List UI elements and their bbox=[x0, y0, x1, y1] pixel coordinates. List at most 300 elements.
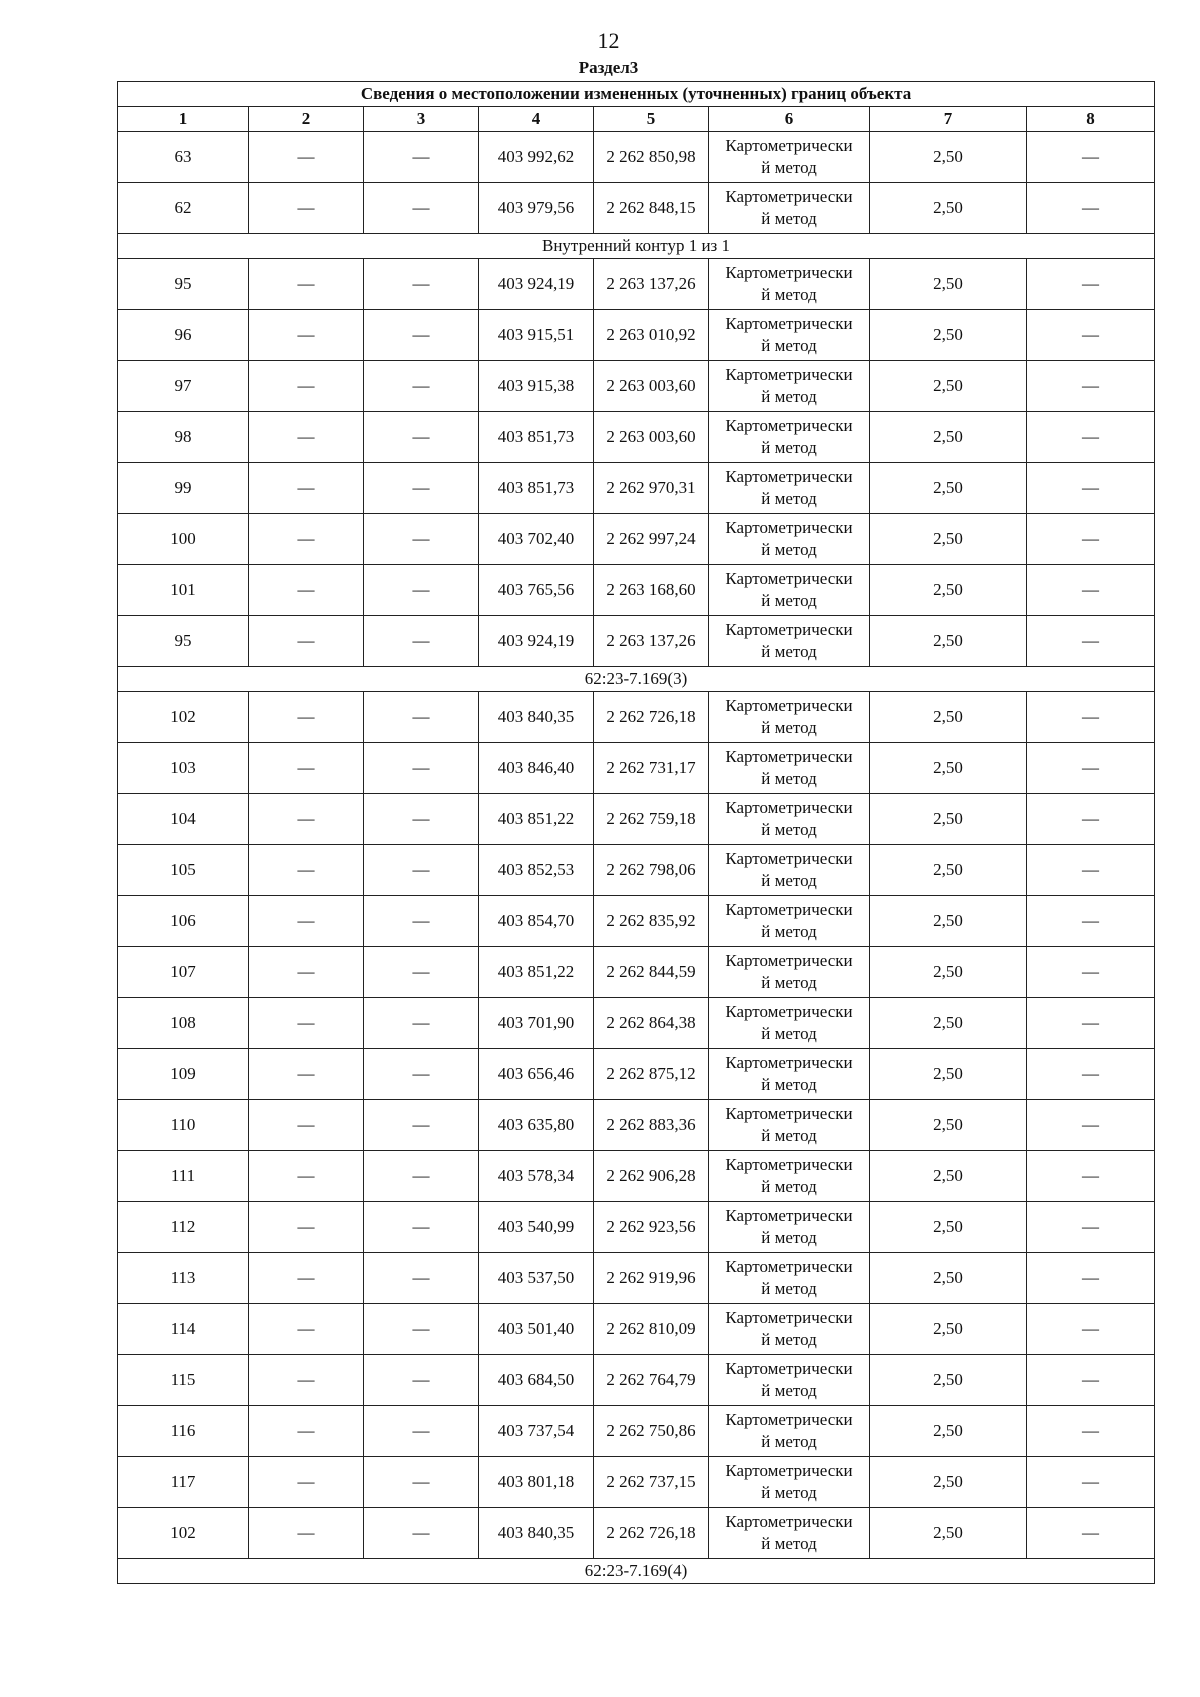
coordinate-y-cell: 2 262 835,92 bbox=[594, 896, 709, 947]
table-row bbox=[118, 463, 1155, 514]
column-3-cell: — bbox=[364, 259, 479, 310]
point-number-cell: 111 bbox=[118, 1151, 249, 1202]
method-text-line-1: Картометрически bbox=[725, 263, 853, 282]
coordinate-y-cell: 2 262 848,15 bbox=[594, 183, 709, 234]
coordinate-x-cell: 403 801,18 bbox=[479, 1457, 594, 1508]
method-text-line-2: й метод bbox=[761, 922, 817, 941]
point-number-cell: 117 bbox=[118, 1457, 249, 1508]
column-header: 8 bbox=[1027, 107, 1155, 132]
method-text-line-1: Картометрически bbox=[725, 187, 853, 206]
coordinate-x-cell: 403 915,51 bbox=[479, 310, 594, 361]
coordinate-x-cell: 403 992,62 bbox=[479, 132, 594, 183]
coordinate-x-cell: 403 851,22 bbox=[479, 794, 594, 845]
method-cell bbox=[709, 183, 870, 234]
coordinate-y-cell: 2 262 737,15 bbox=[594, 1457, 709, 1508]
method-text-line-1: Картометрически bbox=[725, 900, 853, 919]
point-number-cell: 113 bbox=[118, 1253, 249, 1304]
method-text-line-1: Картометрически bbox=[725, 1053, 853, 1072]
accuracy-cell: 2,50 bbox=[870, 1355, 1027, 1406]
coordinate-x-cell: 403 924,19 bbox=[479, 259, 594, 310]
method-text-line-2: й метод bbox=[761, 438, 817, 457]
method-text-line-1: Картометрически bbox=[725, 569, 853, 588]
method-text-line-2: й метод bbox=[761, 336, 817, 355]
method-cell bbox=[709, 259, 870, 310]
method-text-line-1: Картометрически bbox=[725, 849, 853, 868]
point-number-cell: 115 bbox=[118, 1355, 249, 1406]
coordinate-x-cell: 403 701,90 bbox=[479, 998, 594, 1049]
method-text-line-1: Картометрически bbox=[725, 1206, 853, 1225]
point-number-cell: 62 bbox=[118, 183, 249, 234]
coordinate-y-cell: 2 263 010,92 bbox=[594, 310, 709, 361]
column-8-cell: — bbox=[1027, 259, 1155, 310]
column-8-cell: — bbox=[1027, 361, 1155, 412]
column-2-cell: — bbox=[249, 514, 364, 565]
accuracy-cell: 2,50 bbox=[870, 565, 1027, 616]
coordinate-x-cell: 403 852,53 bbox=[479, 845, 594, 896]
coordinate-y-cell: 2 262 850,98 bbox=[594, 132, 709, 183]
contour-label: 62:23-7.169(4) bbox=[118, 1559, 1155, 1584]
method-text-line-1: Картометрически bbox=[725, 1002, 853, 1021]
coordinate-x-cell: 403 540,99 bbox=[479, 1202, 594, 1253]
coordinate-y-cell: 2 262 750,86 bbox=[594, 1406, 709, 1457]
accuracy-cell: 2,50 bbox=[870, 463, 1027, 514]
column-3-cell: — bbox=[364, 1049, 479, 1100]
column-2-cell: — bbox=[249, 1406, 364, 1457]
method-text-line-2: й метод bbox=[761, 1228, 817, 1247]
column-3-cell: — bbox=[364, 1508, 479, 1559]
coordinate-y-cell: 2 262 726,18 bbox=[594, 1508, 709, 1559]
accuracy-cell: 2,50 bbox=[870, 896, 1027, 947]
column-3-cell: — bbox=[364, 514, 479, 565]
column-8-cell: — bbox=[1027, 616, 1155, 667]
column-2-cell: — bbox=[249, 692, 364, 743]
column-3-cell: — bbox=[364, 132, 479, 183]
column-3-cell: — bbox=[364, 998, 479, 1049]
method-text-line-1: Картометрически bbox=[725, 798, 853, 817]
method-text-line-1: Картометрически bbox=[725, 1512, 853, 1531]
point-number-cell: 102 bbox=[118, 1508, 249, 1559]
point-number-cell: 103 bbox=[118, 743, 249, 794]
column-8-cell: — bbox=[1027, 1049, 1155, 1100]
point-number-cell: 104 bbox=[118, 794, 249, 845]
table-row bbox=[118, 514, 1155, 565]
coordinate-x-cell: 403 578,34 bbox=[479, 1151, 594, 1202]
column-header: 1 bbox=[118, 107, 249, 132]
column-2-cell: — bbox=[249, 1508, 364, 1559]
coordinate-y-cell: 2 262 919,96 bbox=[594, 1253, 709, 1304]
column-3-cell: — bbox=[364, 1355, 479, 1406]
coordinate-y-cell: 2 262 726,18 bbox=[594, 692, 709, 743]
column-8-cell: — bbox=[1027, 310, 1155, 361]
method-cell bbox=[709, 1151, 870, 1202]
page-number: 12 bbox=[597, 28, 620, 53]
coordinate-x-cell: 403 840,35 bbox=[479, 1508, 594, 1559]
method-cell bbox=[709, 896, 870, 947]
column-header: 7 bbox=[870, 107, 1027, 132]
table-row bbox=[118, 1508, 1155, 1559]
accuracy-cell: 2,50 bbox=[870, 743, 1027, 794]
coordinate-x-cell: 403 702,40 bbox=[479, 514, 594, 565]
table-row bbox=[118, 845, 1155, 896]
table-row bbox=[118, 743, 1155, 794]
coordinate-x-cell: 403 915,38 bbox=[479, 361, 594, 412]
table-row bbox=[118, 259, 1155, 310]
accuracy-cell: 2,50 bbox=[870, 310, 1027, 361]
method-text-line-1: Картометрически bbox=[725, 365, 853, 384]
coordinate-y-cell: 2 263 003,60 bbox=[594, 361, 709, 412]
accuracy-cell: 2,50 bbox=[870, 794, 1027, 845]
column-3-cell: — bbox=[364, 1253, 479, 1304]
coordinate-x-cell: 403 840,35 bbox=[479, 692, 594, 743]
coordinate-y-cell: 2 263 003,60 bbox=[594, 412, 709, 463]
column-3-cell: — bbox=[364, 1304, 479, 1355]
method-text-line-2: й метод bbox=[761, 1432, 817, 1451]
column-8-cell: — bbox=[1027, 565, 1155, 616]
coordinate-x-cell: 403 635,80 bbox=[479, 1100, 594, 1151]
method-text-line-1: Картометрически bbox=[725, 1359, 853, 1378]
contour-section-row bbox=[118, 1559, 1155, 1584]
table-row bbox=[118, 998, 1155, 1049]
column-8-cell: — bbox=[1027, 896, 1155, 947]
column-3-cell: — bbox=[364, 183, 479, 234]
coordinate-y-cell: 2 262 764,79 bbox=[594, 1355, 709, 1406]
method-text-line-2: й метод bbox=[761, 1483, 817, 1502]
method-text-line-1: Картометрически bbox=[725, 518, 853, 537]
column-2-cell: — bbox=[249, 1457, 364, 1508]
contour-label: 62:23-7.169(3) bbox=[118, 667, 1155, 692]
column-2-cell: — bbox=[249, 998, 364, 1049]
method-text-line-2: й метод bbox=[761, 1075, 817, 1094]
method-cell bbox=[709, 310, 870, 361]
method-text-line-1: Картометрически bbox=[725, 136, 853, 155]
method-text-line-2: й метод bbox=[761, 871, 817, 890]
column-8-cell: — bbox=[1027, 692, 1155, 743]
table-row bbox=[118, 1253, 1155, 1304]
column-2-cell: — bbox=[249, 845, 364, 896]
method-text-line-1: Картометрически bbox=[725, 1257, 853, 1276]
coordinate-x-cell: 403 979,56 bbox=[479, 183, 594, 234]
coordinate-y-cell: 2 262 997,24 bbox=[594, 514, 709, 565]
coordinate-x-cell: 403 537,50 bbox=[479, 1253, 594, 1304]
coordinate-y-cell: 2 262 970,31 bbox=[594, 463, 709, 514]
method-cell bbox=[709, 616, 870, 667]
coordinate-x-cell: 403 737,54 bbox=[479, 1406, 594, 1457]
column-2-cell: — bbox=[249, 310, 364, 361]
point-number-cell: 114 bbox=[118, 1304, 249, 1355]
accuracy-cell: 2,50 bbox=[870, 1202, 1027, 1253]
coordinate-x-cell: 403 656,46 bbox=[479, 1049, 594, 1100]
accuracy-cell: 2,50 bbox=[870, 1508, 1027, 1559]
accuracy-cell: 2,50 bbox=[870, 1406, 1027, 1457]
method-text-line-1: Картометрически bbox=[725, 1461, 853, 1480]
accuracy-cell: 2,50 bbox=[870, 361, 1027, 412]
method-cell bbox=[709, 132, 870, 183]
method-text-line-1: Картометрически bbox=[725, 951, 853, 970]
point-number-cell: 95 bbox=[118, 259, 249, 310]
coordinate-y-cell: 2 263 137,26 bbox=[594, 259, 709, 310]
table-row bbox=[118, 1304, 1155, 1355]
coordinate-x-cell: 403 765,56 bbox=[479, 565, 594, 616]
point-number-cell: 105 bbox=[118, 845, 249, 896]
coordinate-x-cell: 403 851,22 bbox=[479, 947, 594, 998]
method-text-line-2: й метод bbox=[761, 1126, 817, 1145]
method-text-line-2: й метод bbox=[761, 1534, 817, 1553]
column-3-cell: — bbox=[364, 616, 479, 667]
point-number-cell: 112 bbox=[118, 1202, 249, 1253]
method-text-line-2: й метод bbox=[761, 540, 817, 559]
column-2-cell: — bbox=[249, 412, 364, 463]
method-text-line-1: Картометрически bbox=[725, 1104, 853, 1123]
coordinate-x-cell: 403 501,40 bbox=[479, 1304, 594, 1355]
column-3-cell: — bbox=[364, 412, 479, 463]
column-8-cell: — bbox=[1027, 1508, 1155, 1559]
method-cell bbox=[709, 845, 870, 896]
coordinate-y-cell: 2 263 137,26 bbox=[594, 616, 709, 667]
column-2-cell: — bbox=[249, 794, 364, 845]
method-cell bbox=[709, 1253, 870, 1304]
point-number-cell: 95 bbox=[118, 616, 249, 667]
column-8-cell: — bbox=[1027, 998, 1155, 1049]
column-header: 5 bbox=[594, 107, 709, 132]
section-title: Раздел3 bbox=[578, 58, 639, 77]
accuracy-cell: 2,50 bbox=[870, 259, 1027, 310]
method-cell bbox=[709, 361, 870, 412]
column-8-cell: — bbox=[1027, 412, 1155, 463]
method-cell bbox=[709, 1100, 870, 1151]
coordinate-y-cell: 2 262 923,56 bbox=[594, 1202, 709, 1253]
coordinate-x-cell: 403 684,50 bbox=[479, 1355, 594, 1406]
column-3-cell: — bbox=[364, 463, 479, 514]
column-8-cell: — bbox=[1027, 1304, 1155, 1355]
accuracy-cell: 2,50 bbox=[870, 514, 1027, 565]
method-text-line-2: й метод bbox=[761, 642, 817, 661]
contour-section-row bbox=[118, 234, 1155, 259]
point-number-cell: 108 bbox=[118, 998, 249, 1049]
method-text-line-2: й метод bbox=[761, 1330, 817, 1349]
column-header: 4 bbox=[479, 107, 594, 132]
table-row bbox=[118, 1406, 1155, 1457]
coordinate-y-cell: 2 262 759,18 bbox=[594, 794, 709, 845]
coordinate-y-cell: 2 262 883,36 bbox=[594, 1100, 709, 1151]
point-number-cell: 63 bbox=[118, 132, 249, 183]
coordinate-y-cell: 2 263 168,60 bbox=[594, 565, 709, 616]
table-row bbox=[118, 947, 1155, 998]
table-row bbox=[118, 132, 1155, 183]
accuracy-cell: 2,50 bbox=[870, 1457, 1027, 1508]
column-8-cell: — bbox=[1027, 1355, 1155, 1406]
method-text-line-2: й метод bbox=[761, 1177, 817, 1196]
method-text-line-1: Картометрически bbox=[725, 1308, 853, 1327]
column-8-cell: — bbox=[1027, 183, 1155, 234]
boundary-coordinates-table bbox=[117, 81, 1155, 1584]
accuracy-cell: 2,50 bbox=[870, 132, 1027, 183]
table-row bbox=[118, 565, 1155, 616]
table-row bbox=[118, 310, 1155, 361]
coordinate-y-cell: 2 262 844,59 bbox=[594, 947, 709, 998]
method-cell bbox=[709, 998, 870, 1049]
column-3-cell: — bbox=[364, 743, 479, 794]
column-8-cell: — bbox=[1027, 463, 1155, 514]
method-text-line-2: й метод bbox=[761, 387, 817, 406]
table-row bbox=[118, 794, 1155, 845]
column-2-cell: — bbox=[249, 1355, 364, 1406]
method-text-line-1: Картометрически bbox=[725, 696, 853, 715]
coordinate-y-cell: 2 262 798,06 bbox=[594, 845, 709, 896]
column-header: 3 bbox=[364, 107, 479, 132]
method-cell bbox=[709, 463, 870, 514]
column-2-cell: — bbox=[249, 1049, 364, 1100]
table-row bbox=[118, 1151, 1155, 1202]
coordinate-y-cell: 2 262 810,09 bbox=[594, 1304, 709, 1355]
column-3-cell: — bbox=[364, 794, 479, 845]
column-3-cell: — bbox=[364, 947, 479, 998]
method-cell bbox=[709, 514, 870, 565]
coordinate-x-cell: 403 924,19 bbox=[479, 616, 594, 667]
column-2-cell: — bbox=[249, 616, 364, 667]
column-3-cell: — bbox=[364, 896, 479, 947]
point-number-cell: 101 bbox=[118, 565, 249, 616]
method-text-line-1: Картометрически bbox=[725, 1410, 853, 1429]
method-text-line-2: й метод bbox=[761, 158, 817, 177]
column-2-cell: — bbox=[249, 1304, 364, 1355]
column-8-cell: — bbox=[1027, 514, 1155, 565]
point-number-cell: 106 bbox=[118, 896, 249, 947]
point-number-cell: 96 bbox=[118, 310, 249, 361]
method-cell bbox=[709, 1304, 870, 1355]
table-row bbox=[118, 616, 1155, 667]
accuracy-cell: 2,50 bbox=[870, 1151, 1027, 1202]
table-row bbox=[118, 361, 1155, 412]
column-2-cell: — bbox=[249, 259, 364, 310]
method-cell bbox=[709, 1202, 870, 1253]
column-8-cell: — bbox=[1027, 743, 1155, 794]
method-text-line-2: й метод bbox=[761, 285, 817, 304]
column-3-cell: — bbox=[364, 310, 479, 361]
accuracy-cell: 2,50 bbox=[870, 845, 1027, 896]
method-cell bbox=[709, 1457, 870, 1508]
accuracy-cell: 2,50 bbox=[870, 183, 1027, 234]
point-number-cell: 110 bbox=[118, 1100, 249, 1151]
method-text-line-2: й метод bbox=[761, 718, 817, 737]
column-3-cell: — bbox=[364, 1457, 479, 1508]
method-text-line-1: Картометрически bbox=[725, 314, 853, 333]
accuracy-cell: 2,50 bbox=[870, 692, 1027, 743]
column-header: 6 bbox=[709, 107, 870, 132]
table-row bbox=[118, 183, 1155, 234]
column-8-cell: — bbox=[1027, 794, 1155, 845]
method-text-line-1: Картометрически bbox=[725, 620, 853, 639]
method-cell bbox=[709, 692, 870, 743]
column-2-cell: — bbox=[249, 1202, 364, 1253]
accuracy-cell: 2,50 bbox=[870, 1049, 1027, 1100]
method-text-line-2: й метод bbox=[761, 591, 817, 610]
column-8-cell: — bbox=[1027, 845, 1155, 896]
table-row bbox=[118, 1355, 1155, 1406]
method-text-line-1: Картометрически bbox=[725, 1155, 853, 1174]
column-3-cell: — bbox=[364, 692, 479, 743]
method-cell bbox=[709, 1049, 870, 1100]
coordinate-y-cell: 2 262 906,28 bbox=[594, 1151, 709, 1202]
column-8-cell: — bbox=[1027, 1151, 1155, 1202]
column-8-cell: — bbox=[1027, 947, 1155, 998]
method-text-line-2: й метод bbox=[761, 1279, 817, 1298]
table-body bbox=[118, 132, 1155, 1584]
column-2-cell: — bbox=[249, 463, 364, 514]
accuracy-cell: 2,50 bbox=[870, 1100, 1027, 1151]
coordinate-x-cell: 403 846,40 bbox=[479, 743, 594, 794]
method-cell bbox=[709, 412, 870, 463]
method-text-line-2: й метод bbox=[761, 489, 817, 508]
table-row bbox=[118, 1202, 1155, 1253]
method-cell bbox=[709, 947, 870, 998]
coordinate-y-cell: 2 262 731,17 bbox=[594, 743, 709, 794]
method-text-line-2: й метод bbox=[761, 973, 817, 992]
column-3-cell: — bbox=[364, 1100, 479, 1151]
point-number-cell: 100 bbox=[118, 514, 249, 565]
table-row bbox=[118, 896, 1155, 947]
point-number-cell: 97 bbox=[118, 361, 249, 412]
method-cell bbox=[709, 565, 870, 616]
table-row bbox=[118, 1049, 1155, 1100]
column-8-cell: — bbox=[1027, 1406, 1155, 1457]
column-8-cell: — bbox=[1027, 132, 1155, 183]
point-number-cell: 109 bbox=[118, 1049, 249, 1100]
accuracy-cell: 2,50 bbox=[870, 616, 1027, 667]
point-number-cell: 107 bbox=[118, 947, 249, 998]
table-row bbox=[118, 1100, 1155, 1151]
column-2-cell: — bbox=[249, 947, 364, 998]
method-text-line-2: й метод bbox=[761, 1381, 817, 1400]
method-cell bbox=[709, 1406, 870, 1457]
method-text-line-2: й метод bbox=[761, 769, 817, 788]
method-cell bbox=[709, 1508, 870, 1559]
method-text-line-2: й метод bbox=[761, 820, 817, 839]
column-2-cell: — bbox=[249, 1151, 364, 1202]
column-header-row bbox=[118, 107, 1155, 132]
accuracy-cell: 2,50 bbox=[870, 947, 1027, 998]
column-header: 2 bbox=[249, 107, 364, 132]
contour-label: Внутренний контур 1 из 1 bbox=[118, 234, 1155, 259]
method-text-line-2: й метод bbox=[761, 1024, 817, 1043]
column-2-cell: — bbox=[249, 1100, 364, 1151]
coordinate-x-cell: 403 851,73 bbox=[479, 463, 594, 514]
column-3-cell: — bbox=[364, 1202, 479, 1253]
point-number-cell: 99 bbox=[118, 463, 249, 514]
coordinate-x-cell: 403 854,70 bbox=[479, 896, 594, 947]
column-2-cell: — bbox=[249, 132, 364, 183]
column-3-cell: — bbox=[364, 845, 479, 896]
accuracy-cell: 2,50 bbox=[870, 1304, 1027, 1355]
method-cell bbox=[709, 794, 870, 845]
method-text-line-1: Картометрически bbox=[725, 467, 853, 486]
column-2-cell: — bbox=[249, 1253, 364, 1304]
column-3-cell: — bbox=[364, 1151, 479, 1202]
table-title: Сведения о местоположении измененных (уточненных) границ объекта bbox=[118, 82, 1155, 107]
column-2-cell: — bbox=[249, 361, 364, 412]
method-cell bbox=[709, 743, 870, 794]
column-3-cell: — bbox=[364, 565, 479, 616]
accuracy-cell: 2,50 bbox=[870, 1253, 1027, 1304]
coordinate-x-cell: 403 851,73 bbox=[479, 412, 594, 463]
table-row bbox=[118, 412, 1155, 463]
column-2-cell: — bbox=[249, 743, 364, 794]
point-number-cell: 98 bbox=[118, 412, 249, 463]
column-2-cell: — bbox=[249, 565, 364, 616]
column-8-cell: — bbox=[1027, 1100, 1155, 1151]
accuracy-cell: 2,50 bbox=[870, 998, 1027, 1049]
column-8-cell: — bbox=[1027, 1202, 1155, 1253]
method-text-line-2: й метод bbox=[761, 209, 817, 228]
